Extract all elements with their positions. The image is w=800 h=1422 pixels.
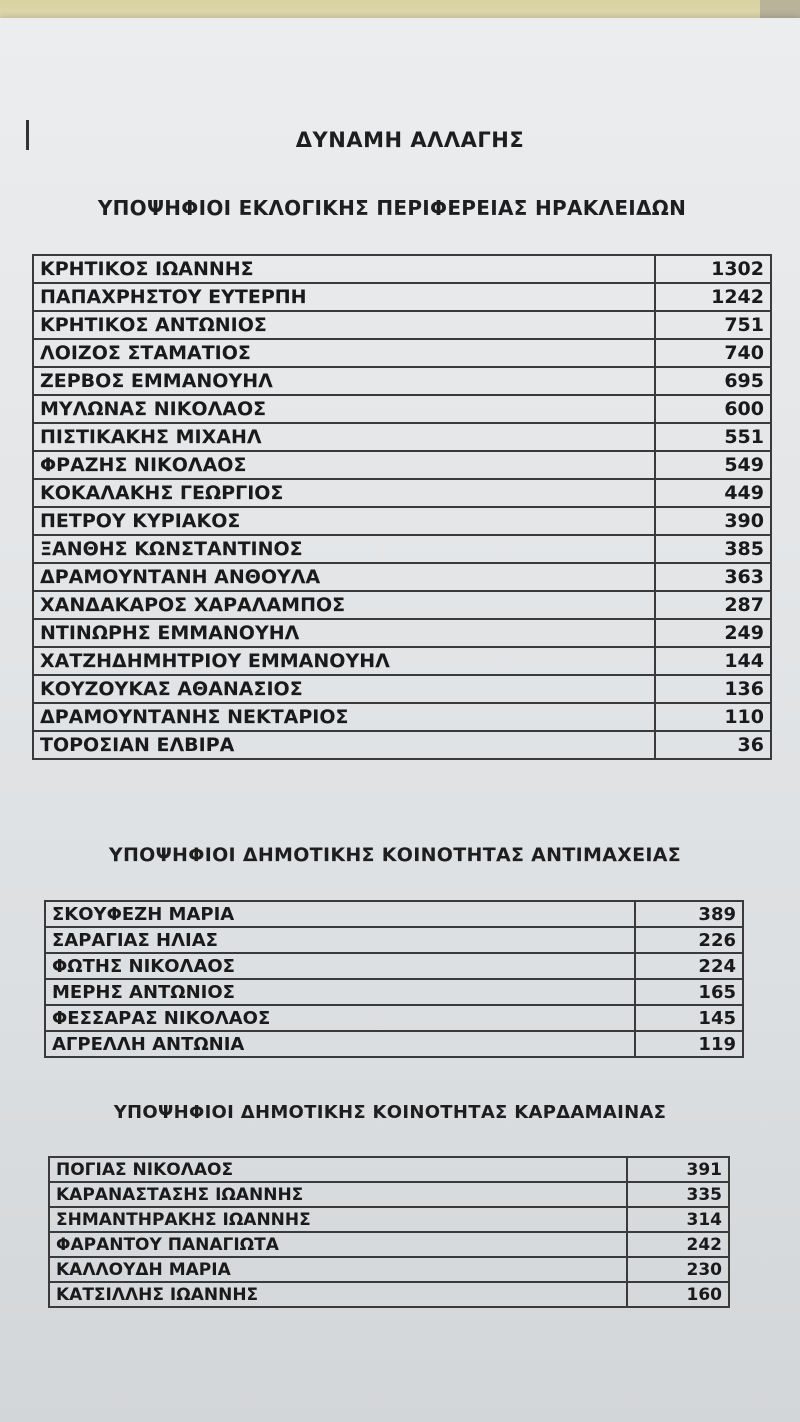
candidate-votes: 385 bbox=[655, 535, 771, 563]
candidate-name: ΠΟΓΙΑΣ ΝΙΚΟΛΑΟΣ bbox=[49, 1157, 627, 1182]
candidate-votes: 335 bbox=[627, 1182, 729, 1207]
candidate-votes: 110 bbox=[655, 703, 771, 731]
candidate-votes: 600 bbox=[655, 395, 771, 423]
candidate-name: ΚΟΥΖΟΥΚΑΣ ΑΘΑΝΑΣΙΟΣ bbox=[33, 675, 655, 703]
candidate-votes: 249 bbox=[655, 619, 771, 647]
candidate-votes: 314 bbox=[627, 1207, 729, 1232]
candidate-votes: 391 bbox=[627, 1157, 729, 1182]
table-row bbox=[49, 1207, 729, 1232]
candidates-table-irakleidon bbox=[32, 254, 772, 760]
table-row bbox=[49, 1232, 729, 1257]
candidate-name: ΞΑΝΘΗΣ ΚΩΝΣΤΑΝΤΙΝΟΣ bbox=[33, 535, 655, 563]
table-row bbox=[33, 367, 771, 395]
table-row bbox=[33, 507, 771, 535]
candidate-name: ΚΑΡΑΝΑΣΤΑΣΗΣ ΙΩΑΝΝΗΣ bbox=[49, 1182, 627, 1207]
candidate-votes: 287 bbox=[655, 591, 771, 619]
candidate-votes: 36 bbox=[655, 731, 771, 759]
candidate-votes: 145 bbox=[635, 1005, 743, 1031]
candidate-votes: 549 bbox=[655, 451, 771, 479]
candidate-name: ΦΕΣΣΑΡΑΣ ΝΙΚΟΛΑΟΣ bbox=[45, 1005, 635, 1031]
candidate-votes: 695 bbox=[655, 367, 771, 395]
candidate-name: ΧΑΤΖΗΔΗΜΗΤΡΙΟΥ ΕΜΜΑΝΟΥΗΛ bbox=[33, 647, 655, 675]
table-row bbox=[49, 1257, 729, 1282]
section-title-irakleidon: ΥΠΟΨΗΦΙΟΙ ΕΚΛΟΓΙΚΗΣ ΠΕΡΙΦΕΡΕΙΑΣ ΗΡΑΚΛΕΙΔΩΝ bbox=[97, 196, 687, 220]
table-row bbox=[33, 283, 771, 311]
table-row bbox=[33, 311, 771, 339]
table-row bbox=[45, 927, 743, 953]
table-row bbox=[33, 591, 771, 619]
table-row bbox=[45, 953, 743, 979]
candidate-name: ΛΟΙΖΟΣ ΣΤΑΜΑΤΙΟΣ bbox=[33, 339, 655, 367]
table-row bbox=[45, 1005, 743, 1031]
candidate-name: ΔΡΑΜΟΥΝΤΑΝΗ ΑΝΘΟΥΛΑ bbox=[33, 563, 655, 591]
candidate-name: ΚΡΗΤΙΚΟΣ ΑΝΤΩΝΙΟΣ bbox=[33, 311, 655, 339]
candidate-name: ΦΑΡΑΝΤΟΥ ΠΑΝΑΓΙΩΤΑ bbox=[49, 1232, 627, 1257]
candidate-name: ΚΑΤΣΙΛΛΗΣ ΙΩΑΝΝΗΣ bbox=[49, 1282, 627, 1307]
candidate-name: ΦΩΤΗΣ ΝΙΚΟΛΑΟΣ bbox=[45, 953, 635, 979]
candidate-name: ΝΤΙΝΩΡΗΣ ΕΜΜΑΝΟΥΗΛ bbox=[33, 619, 655, 647]
candidate-name: ΔΡΑΜΟΥΝΤΑΝΗΣ ΝΕΚΤΑΡΙΟΣ bbox=[33, 703, 655, 731]
candidate-votes: 1302 bbox=[655, 255, 771, 283]
candidate-votes: 224 bbox=[635, 953, 743, 979]
table-row bbox=[33, 619, 771, 647]
candidate-name: ΚΑΛΛΟΥΔΗ ΜΑΡΙΑ bbox=[49, 1257, 627, 1282]
candidate-name: ΣΑΡΑΓΙΑΣ ΗΛΙΑΣ bbox=[45, 927, 635, 953]
candidate-name: ΑΓΡΕΛΛΗ ΑΝΤΩΝΙΑ bbox=[45, 1031, 635, 1057]
table-row bbox=[33, 703, 771, 731]
candidate-name: ΠΕΤΡΟΥ ΚΥΡΙΑΚΟΣ bbox=[33, 507, 655, 535]
section-title-kardamainas: ΥΠΟΨΗΦΙΟΙ ΔΗΜΟΤΙΚΗΣ ΚΟΙΝΟΤΗΤΑΣ ΚΑΡΔΑΜΑΙΝΑΣ bbox=[113, 1102, 667, 1123]
candidate-votes: 449 bbox=[655, 479, 771, 507]
candidate-votes: 740 bbox=[655, 339, 771, 367]
table-row bbox=[33, 255, 771, 283]
table-row bbox=[49, 1182, 729, 1207]
candidate-votes: 363 bbox=[655, 563, 771, 591]
table-row bbox=[45, 901, 743, 927]
candidate-votes: 119 bbox=[635, 1031, 743, 1057]
candidate-votes: 160 bbox=[627, 1282, 729, 1307]
candidates-table-antimacheias bbox=[44, 900, 744, 1058]
table-row bbox=[45, 1031, 743, 1057]
table-row bbox=[33, 563, 771, 591]
table-row bbox=[33, 647, 771, 675]
table-row bbox=[33, 479, 771, 507]
candidate-votes: 136 bbox=[655, 675, 771, 703]
candidate-votes: 1242 bbox=[655, 283, 771, 311]
candidate-votes: 551 bbox=[655, 423, 771, 451]
candidate-votes: 390 bbox=[655, 507, 771, 535]
candidate-votes: 165 bbox=[635, 979, 743, 1005]
candidate-name: ΣΚΟΥΦΕΖΗ ΜΑΡΙΑ bbox=[45, 901, 635, 927]
table-row bbox=[45, 979, 743, 1005]
candidate-name: ΤΟΡΟΣΙΑΝ ΕΛΒΙΡΑ bbox=[33, 731, 655, 759]
candidate-name: ΣΗΜΑΝΤΗΡΑΚΗΣ ΙΩΑΝΝΗΣ bbox=[49, 1207, 627, 1232]
candidate-name: ΠΙΣΤΙΚΑΚΗΣ ΜΙΧΑΗΛ bbox=[33, 423, 655, 451]
candidate-name: ΜΕΡΗΣ ΑΝΤΩΝΙΟΣ bbox=[45, 979, 635, 1005]
candidate-votes: 242 bbox=[627, 1232, 729, 1257]
candidates-table-kardamainas bbox=[48, 1156, 730, 1308]
table-row bbox=[33, 451, 771, 479]
candidate-votes: 389 bbox=[635, 901, 743, 927]
candidate-name: ΜΥΛΩΝΑΣ ΝΙΚΟΛΑΟΣ bbox=[33, 395, 655, 423]
candidate-name: ΚΡΗΤΙΚΟΣ ΙΩΑΝΝΗΣ bbox=[33, 255, 655, 283]
table-row bbox=[49, 1157, 729, 1182]
candidate-votes: 230 bbox=[627, 1257, 729, 1282]
table-row bbox=[33, 675, 771, 703]
table-row bbox=[33, 339, 771, 367]
table-row bbox=[49, 1282, 729, 1307]
table-row bbox=[33, 731, 771, 759]
candidate-name: ΦΡΑΖΗΣ ΝΙΚΟΛΑΟΣ bbox=[33, 451, 655, 479]
candidate-name: ΠΑΠΑΧΡΗΣΤΟΥ ΕΥΤΕΡΠΗ bbox=[33, 283, 655, 311]
candidate-votes: 751 bbox=[655, 311, 771, 339]
candidate-votes: 226 bbox=[635, 927, 743, 953]
section-title-antimacheias: ΥΠΟΨΗΦΙΟΙ ΔΗΜΟΤΙΚΗΣ ΚΟΙΝΟΤΗΤΑΣ ΑΝΤΙΜΑΧΕΙΑΣ bbox=[108, 844, 682, 866]
table-row bbox=[33, 423, 771, 451]
candidate-name: ΖΕΡΒΟΣ ΕΜΜΑΝΟΥΗΛ bbox=[33, 367, 655, 395]
document-title: ΔΥΝΑΜΗ ΑΛΛΑΓΗΣ bbox=[295, 128, 525, 152]
candidate-votes: 144 bbox=[655, 647, 771, 675]
candidate-name: ΚΟΚΑΛΑΚΗΣ ΓΕΩΡΓΙΟΣ bbox=[33, 479, 655, 507]
table-row bbox=[33, 535, 771, 563]
table-row bbox=[33, 395, 771, 423]
candidate-name: ΧΑΝΔΑΚΑΡΟΣ ΧΑΡΑΛΑΜΠΟΣ bbox=[33, 591, 655, 619]
